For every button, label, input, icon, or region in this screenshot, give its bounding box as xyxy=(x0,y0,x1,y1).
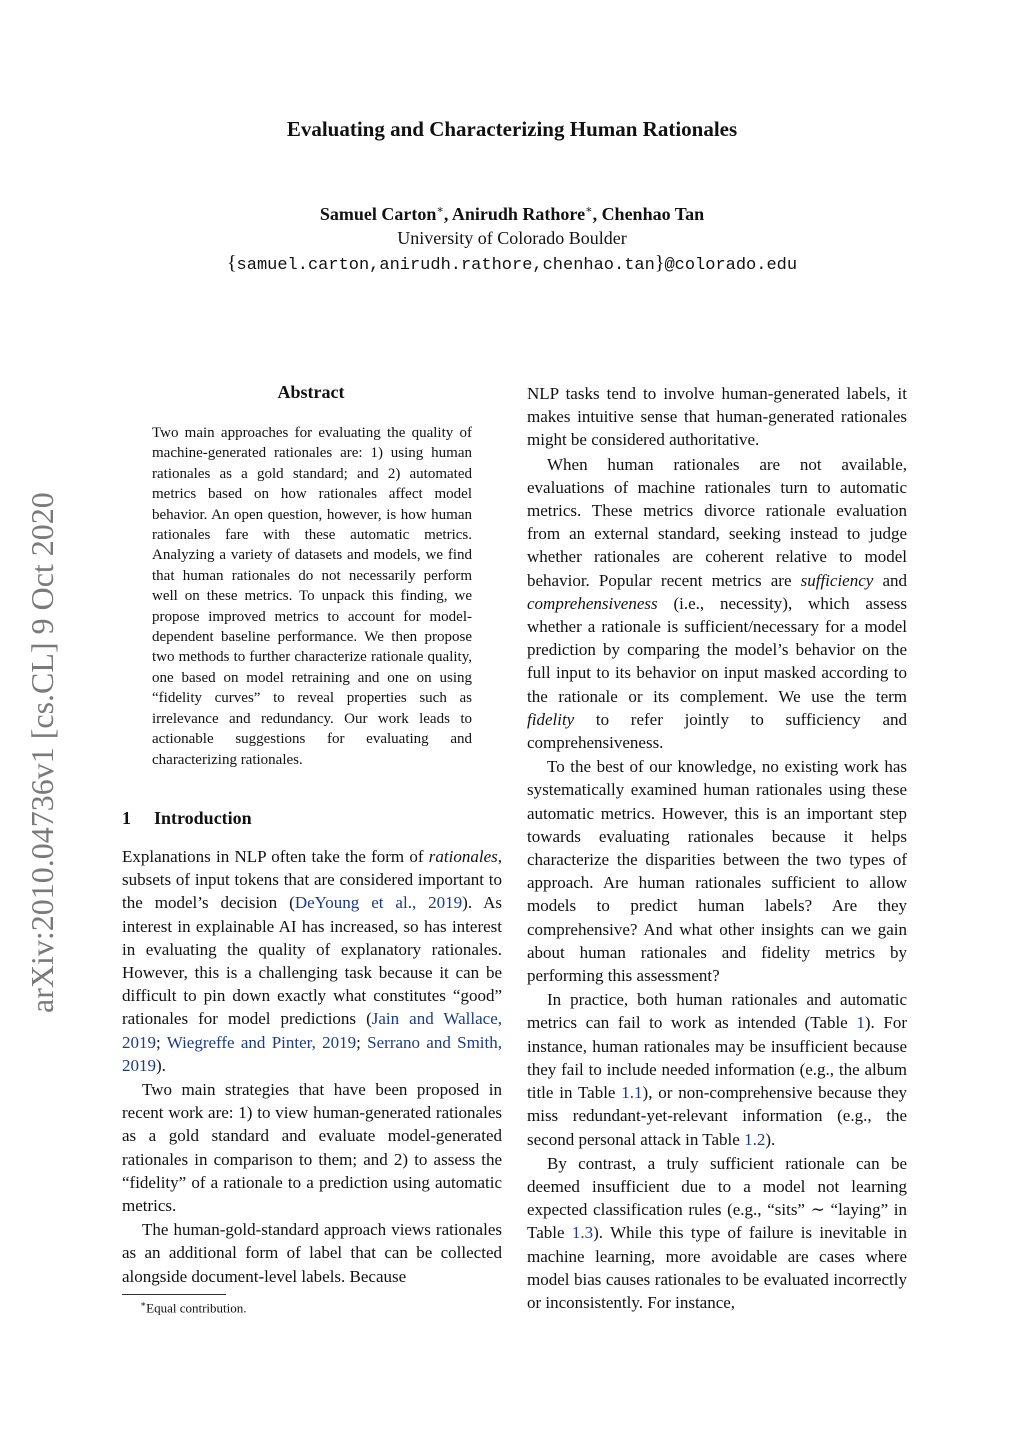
footnote-rule xyxy=(122,1294,226,1295)
citation-link[interactable]: Jain and Wallace, 2019 xyxy=(122,1009,502,1052)
citation-link[interactable]: DeYoung et al., 2019 xyxy=(294,893,463,913)
author-list: Samuel Carton∗, Anirudh Rathore∗, Chenhao Tan xyxy=(319,204,705,224)
affiliation: University of Colorado Boulder xyxy=(397,228,627,248)
left-column-body xyxy=(122,845,502,1288)
paragraph: To the best of our knowledge, no existing work has systematically examined human rationales using these automatic metrics. However, this is an important step towards evaluating rationales because it helps characterize the disparities between the two types of approach. Are human rationales sufficient to allow models to predict human labels? Are they comprehensive? And what other insights can we gain about human rationales and fidelity metrics by performing this assessment? xyxy=(527,757,907,986)
table-ref-link[interactable]: 1.2 xyxy=(744,1129,766,1149)
right-column-body xyxy=(527,382,907,1314)
arxiv-stamp: arXiv:2010.04736v1 [cs.CL] 9 Oct 2020 xyxy=(24,492,60,1013)
author-emails: {samuel.carton,anirudh.rathore,chenhao.tan}@colorado.edu xyxy=(226,252,798,275)
paragraph: By contrast, a truly sufficient rationale can be deemed insufficient due to a model not learning expected classification rules (e.g., “sits” ∼ “laying” in Table 1.3). While this type of failure is inevitable in machine learning, more avoidable are cases where model bias causes rationales to be evaluated incorrectly or inconsistently. For instance, xyxy=(527,1153,907,1312)
section-number: 1 xyxy=(122,808,131,828)
paragraph: In practice, both human rationales and automatic metrics can fail to work as intended (Table 1). For instance, human rationales may be insufficient because they fail to include needed information (e.g., the album title in Table 1.1), or non-comprehensive because they miss redundant-yet-relevant information (e.g., the second personal attack in Table 1.2). xyxy=(527,990,907,1149)
author-mark: ∗ xyxy=(585,204,593,216)
abstract-text: Two main approaches for evaluating the quality of machine-generated rationales are: 1) using human rationales as a gold standard; and 2) automated metrics based on how rationales affect model behavior. An open question, however, is how human rationales fare with these automatic metrics. Analyzing a variety of datasets and models, we find that human rationales do not necessarily perform well on these metrics. To unpack this finding, we propose improved metrics to account for model-dependent baseline performance. We then propose two methods to further characterize rationale quality, one based on model retraining and one on using “fidelity curves” to reveal properties such as irrelevance and redundancy. Our work leads to actionable suggestions for evaluating and characterizing rationales. xyxy=(152,425,472,768)
paragraph: The human-gold-standard approach views rationales as an additional form of label that can be collected alongside document-level labels. Because xyxy=(122,1220,502,1286)
author-mark: ∗ xyxy=(436,204,444,216)
table-ref-link[interactable]: 1.1 xyxy=(621,1083,643,1103)
footnote xyxy=(140,1299,500,1316)
email-names: samuel.carton,anirudh.rathore,chenhao.tan xyxy=(236,256,655,275)
paragraph: When human rationales are not available, evaluations of machine rationales turn to automatic metrics. These metrics divorce rationale evaluation from an external standard, seeking instead to judge whether rationales are coherent relative to model behavior. Popular recent metrics are sufficiency and comprehensiveness (i.e., necessity), which assess whether a rationale is sufficient/necessary for a model prediction by comparing the model’s behavior on the full input to its behavior on input masked according to the rationale or its complement. We use the term fidelity to refer jointly to sufficiency and comprehensiveness. xyxy=(527,454,908,753)
email-domain: @colorado.edu xyxy=(664,256,798,275)
footnote-mark: ∗ xyxy=(140,1299,147,1309)
footnote-text: Equal contribution. xyxy=(146,1300,247,1316)
table-ref-link[interactable]: 1.3 xyxy=(571,1223,594,1243)
citation-link[interactable]: Serrano and Smith, 2019 xyxy=(122,1032,502,1075)
paragraph: Two main strategies that have been proposed in recent work are: 1) to view human-generated rationales as a gold standard and evaluate model-generated rationales in comparison to them; and 2) to assess the “fidelity” of a rationale to a prediction using automatic metrics. xyxy=(122,1080,502,1216)
citation-link[interactable]: Wiegreffe and Pinter, 2019 xyxy=(166,1032,357,1052)
paper-title: Evaluating and Characterizing Human Rationales xyxy=(286,117,738,141)
table-ref-link[interactable]: 1 xyxy=(856,1013,865,1033)
abstract-heading: Abstract xyxy=(277,382,345,402)
author-name: Anirudh Rathore xyxy=(451,204,586,224)
author-name: Samuel Carton xyxy=(319,204,437,224)
paragraph: Explanations in NLP often take the form of rationales, subsets of input tokens that are considered important to the model’s decision (DeYoung et al., 2019). As interest in explainable AI has increased, so has interest in evaluating the quality of explanatory rationales. However, this is a challenging task because it can be difficult to pin down exactly what constitutes “good” rationales for model predictions (Jain and Wallace, 2019; Wiegreffe and Pinter, 2019; Serrano and Smith, 2019). xyxy=(122,847,503,1075)
paragraph: NLP tasks tend to involve human-generated labels, it makes intuitive sense that human-generated rationales might be considered authoritative. xyxy=(527,384,907,450)
section-title: Introduction xyxy=(154,808,252,828)
section-heading xyxy=(122,808,500,829)
author-name: Chenhao Tan xyxy=(601,204,705,224)
